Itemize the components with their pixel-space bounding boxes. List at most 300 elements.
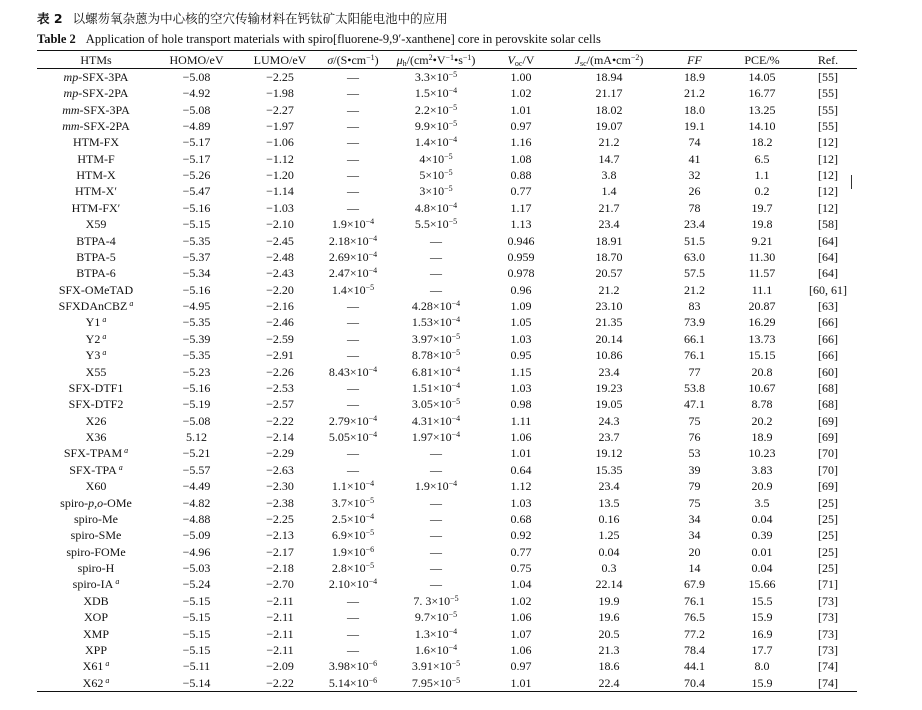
- cell-lumo: −2.16: [266, 299, 294, 314]
- cell-htm-name: HTM-X′: [75, 184, 117, 199]
- cell-conductivity: $1.1\times 10^{-4}$: [331, 479, 375, 494]
- cell-conductivity: —: [347, 151, 359, 166]
- cell-ff: 63.0: [684, 249, 705, 264]
- cell-conductivity: —: [347, 331, 359, 346]
- cell-pce: 0.04: [751, 511, 773, 526]
- cell-lumo: −2.63: [266, 462, 294, 477]
- cell-homo: −5.35: [182, 315, 211, 330]
- cell-ff: 19.1: [684, 118, 705, 133]
- cell-voc: 0.77: [510, 544, 532, 559]
- table-caption-english: [37, 31, 601, 47]
- cell-conductivity: —: [347, 86, 359, 101]
- table-row: [37, 494, 857, 510]
- cell-voc: 1.06: [510, 642, 532, 657]
- cell-jsc: 21.2: [598, 135, 620, 150]
- cell-hole-mobility: $4.31\times 10^{-4}$: [411, 413, 461, 428]
- table-row: [37, 396, 857, 412]
- cell-homo: −5.39: [182, 331, 211, 346]
- cell-jsc: 23.10: [595, 299, 623, 314]
- cell-pce: 3.5: [754, 495, 770, 510]
- cell-htm-name: SFXDAnCBZ $^a$: [58, 299, 134, 314]
- cell-voc: 1.16: [510, 135, 532, 150]
- table-row: [37, 200, 857, 216]
- cell-hole-mobility: $3.97\times 10^{-5}$: [411, 331, 461, 346]
- cell-voc: 0.68: [510, 511, 532, 526]
- cell-pce: 11.1: [751, 282, 773, 297]
- cell-jsc: 22.14: [595, 577, 623, 592]
- cell-htm-name: Y1 $^a$: [85, 315, 107, 330]
- cell-hole-mobility: —: [430, 282, 442, 297]
- table-row: [37, 331, 857, 347]
- cell-lumo: −2.46: [266, 315, 294, 330]
- cell-lumo: −2.11: [266, 626, 294, 641]
- cell-ff: 70.4: [664, 675, 725, 692]
- cell-lumo: −1.14: [266, 184, 294, 199]
- cell-jsc: 21.7: [598, 200, 620, 215]
- cell-jsc: 20.14: [595, 331, 623, 346]
- cell-hole-mobility: $9.9\times 10^{-5}$: [414, 118, 458, 133]
- cell-ff: 18.0: [684, 102, 705, 117]
- cell-jsc: 14.7: [598, 151, 620, 166]
- cell-pce: 18.2: [751, 135, 773, 150]
- cell-ref: [25]: [818, 511, 838, 526]
- cell-voc: 1.03: [510, 380, 532, 395]
- cell-homo: −5.08: [182, 102, 211, 117]
- cell-hole-mobility: $3.3\times 10^{-5}$: [414, 70, 458, 84]
- cell-hole-mobility: $5.5\times 10^{-5}$: [414, 217, 458, 232]
- cell-pce: 8.0: [754, 659, 770, 674]
- cell-lumo: −1.03: [266, 200, 294, 215]
- cell-pce: 10.67: [748, 380, 776, 395]
- cell-pce: 20.8: [751, 364, 773, 379]
- table-body: [37, 69, 857, 692]
- cell-ff: 32: [688, 168, 701, 183]
- cell-pce: 15.15: [748, 348, 776, 363]
- cell-pce: 18.9: [751, 430, 773, 445]
- cell-homo: −4.82: [182, 495, 211, 510]
- cell-voc: 1.00: [510, 70, 532, 84]
- cell-conductivity: $8.43\times 10^{-4}$: [328, 364, 378, 379]
- cell-pce: 15.5: [751, 593, 773, 608]
- cell-hole-mobility: $1.3\times 10^{-4}$: [414, 626, 458, 641]
- cell-lumo: −2.27: [266, 102, 294, 117]
- cell-homo: −5.16: [182, 200, 211, 215]
- cell-jsc: 23.4: [598, 217, 620, 232]
- cell-pce: 8.78: [751, 397, 773, 412]
- cell-conductivity: —: [347, 315, 359, 330]
- cell-htm-name: SFX-TPAM $^a$: [63, 446, 129, 461]
- table-row: [37, 314, 857, 330]
- header-lumo: LUMO/eV: [238, 51, 322, 69]
- cell-hole-mobility: $1.4\times 10^{-4}$: [414, 135, 458, 150]
- cell-lumo: −2.45: [266, 233, 294, 248]
- cell-ff: 26: [688, 184, 701, 199]
- footnote-mark: a: [103, 675, 110, 685]
- cell-ff: 51.5: [684, 233, 705, 248]
- cell-conductivity: —: [347, 446, 359, 461]
- cell-homo: −4.96: [182, 544, 211, 559]
- header-conductivity: $\sigma/(S•cm^{-1})$: [322, 51, 384, 69]
- cell-htm-name: spiro-SMe: [70, 528, 122, 543]
- cell-lumo: −2.14: [266, 430, 294, 445]
- cell-voc: 1.13: [510, 217, 532, 232]
- header-voc: $V_{oc}/V$: [488, 51, 554, 69]
- table-row: [37, 642, 857, 658]
- cell-htm-name: XDB: [83, 593, 109, 608]
- cell-homo: −4.49: [182, 479, 211, 494]
- cell-ff: 23.4: [684, 217, 705, 232]
- cell-htm-name: HTM-F: [77, 151, 115, 166]
- cell-conductivity: —: [347, 380, 359, 395]
- cell-ref: [55]: [818, 118, 838, 133]
- cell-ref: [12]: [818, 200, 838, 215]
- cell-voc: 0.92: [510, 528, 532, 543]
- cell-htm-name: spiro-FOMe: [66, 544, 126, 559]
- table-row: [37, 429, 857, 445]
- cell-homo: −5.26: [182, 168, 211, 183]
- table-row: [37, 625, 857, 641]
- cell-ff: 34: [688, 528, 701, 543]
- cell-conductivity: —: [347, 397, 359, 412]
- cell-ff: 75: [688, 495, 701, 510]
- table-row: [37, 576, 857, 592]
- cell-pce: 15.66: [748, 577, 776, 592]
- footnote-mark: a: [116, 462, 123, 472]
- cell-hole-mobility: —: [430, 462, 442, 477]
- cell-htm-name: mp-SFX-2PA: [63, 86, 129, 101]
- cell-ff: 21.2: [684, 86, 705, 101]
- cell-ff: 76: [688, 430, 701, 445]
- cell-jsc: 23.7: [598, 430, 620, 445]
- cell-ref: [73]: [818, 642, 838, 657]
- cell-hole-mobility: —: [430, 495, 442, 510]
- cell-hole-mobility: $4.28\times 10^{-4}$: [411, 299, 461, 314]
- cell-pce: 17.7: [751, 642, 773, 657]
- cell-pce: 11.30: [748, 249, 776, 264]
- footnote-mark: a: [122, 446, 129, 456]
- cell-lumo: −2.30: [266, 479, 294, 494]
- table-row: [37, 216, 857, 232]
- cell-homo: −5.57: [182, 462, 211, 477]
- cell-conductivity: $1.9\times 10^{-6}$: [331, 544, 375, 559]
- cell-htm-name: X62 $^a$: [37, 675, 155, 692]
- cell-conductivity: —: [347, 299, 359, 314]
- cell-htm-name: SFX-TPA $^a$: [69, 462, 123, 477]
- cell-jsc: 23.4: [598, 364, 620, 379]
- cell-voc: 1.15: [510, 364, 532, 379]
- cell-pce: 19.8: [751, 217, 773, 232]
- cell-jsc: 18.94: [595, 70, 623, 84]
- cell-htm-name: spiro-Me: [74, 511, 118, 526]
- cell-voc: 1.04: [510, 577, 532, 592]
- header-ref: Ref.: [799, 51, 857, 69]
- cell-homo: 5.12: [186, 430, 207, 445]
- cell-jsc: 21.17: [595, 86, 623, 101]
- cell-jsc: 18.91: [595, 233, 623, 248]
- cell-homo: −5.34: [182, 266, 211, 281]
- cell-homo: −5.08: [182, 413, 211, 428]
- cell-lumo: −1.98: [266, 86, 294, 101]
- cell-jsc: 0.16: [598, 511, 620, 526]
- table-title-chinese: 以螺芴氧杂蒽为中心核的空穴传输材料在钙钛矿太阳能电池中的应用: [72, 11, 448, 26]
- cell-hole-mobility: —: [430, 446, 442, 461]
- cell-hole-mobility: $9.7\times 10^{-5}$: [414, 610, 458, 625]
- cell-hole-mobility: $2.2\times 10^{-5}$: [414, 102, 458, 117]
- cell-lumo: −2.57: [266, 397, 294, 412]
- cell-htm-name: SFX-OMeTAD: [58, 282, 134, 297]
- cell-pce: 19.7: [751, 200, 773, 215]
- cell-voc: 1.03: [510, 331, 532, 346]
- cell-lumo: −2.43: [266, 266, 294, 281]
- footnote-mark: a: [103, 659, 110, 669]
- cell-conductivity: $2.18\times 10^{-4}$: [328, 233, 378, 248]
- cell-pce: 20.87: [748, 299, 776, 314]
- cell-hole-mobility: $4\times 10^{-5}$: [419, 151, 453, 166]
- cell-lumo: −2.09: [266, 659, 294, 674]
- cell-ff: 77.2: [684, 626, 705, 641]
- cell-hole-mobility: $1.51\times 10^{-4}$: [411, 380, 461, 395]
- cell-htm-name: spiro-H: [77, 561, 115, 576]
- cell-jsc: 18.70: [595, 249, 623, 264]
- cell-ref: [69]: [818, 479, 838, 494]
- cell-homo: −5.15: [182, 217, 211, 232]
- cell-hole-mobility: $1.97\times 10^{-4}$: [411, 430, 461, 445]
- cell-ff: 53: [688, 446, 701, 461]
- cell-voc: 0.95: [510, 348, 532, 363]
- cell-homo: −4.88: [182, 511, 211, 526]
- cell-hole-mobility: —: [430, 249, 442, 264]
- cell-conductivity: $3.7\times 10^{-5}$: [331, 495, 375, 510]
- cell-ff: 67.9: [684, 577, 705, 592]
- cell-ref: [68]: [818, 397, 838, 412]
- cell-ref: [69]: [818, 413, 838, 428]
- cell-voc: 1.03: [510, 495, 532, 510]
- cell-htm-name: SFX-DTF1: [68, 380, 124, 395]
- htm-performance-table: [37, 50, 857, 692]
- cell-htm-name: X59: [85, 217, 107, 232]
- cell-jsc: 18.6: [598, 659, 620, 674]
- cell-ref: [66]: [818, 315, 838, 330]
- cell-homo: −5.17: [182, 151, 211, 166]
- cell-ref: [25]: [818, 544, 838, 559]
- cell-ref: [12]: [818, 168, 838, 183]
- cell-voc: 1.17: [510, 200, 532, 215]
- cell-conductivity: —: [347, 348, 359, 363]
- table-row: [37, 69, 857, 86]
- cell-lumo: −2.70: [266, 577, 294, 592]
- cell-htm-name: X61 $^a$: [82, 659, 110, 674]
- table-row: [37, 134, 857, 150]
- cell-hole-mobility: —: [430, 577, 442, 592]
- table-row: [37, 511, 857, 527]
- cell-htm-name: HTM-FX: [72, 135, 119, 150]
- cell-ref: [74]: [799, 675, 857, 692]
- cell-conductivity: $2.69\times 10^{-4}$: [328, 249, 378, 264]
- cell-htm-name: HTM-X: [76, 168, 116, 183]
- cell-pce: 1.1: [754, 168, 770, 183]
- cell-conductivity: —: [347, 184, 359, 199]
- cell-homo: −5.15: [182, 593, 211, 608]
- cell-htm-name: SFX-DTF2: [68, 397, 124, 412]
- cell-lumo: −1.12: [266, 151, 294, 166]
- header-row: [37, 51, 857, 69]
- cell-ff: 76.5: [684, 610, 705, 625]
- cell-pce: 15.9: [725, 675, 799, 692]
- table-row: [37, 183, 857, 199]
- cell-jsc: 20.57: [595, 266, 623, 281]
- table-row: [37, 675, 857, 692]
- cell-homo: −5.15: [182, 626, 211, 641]
- cell-homo: −5.14: [155, 675, 238, 692]
- cell-conductivity: —: [347, 118, 359, 133]
- cell-hole-mobility: —: [430, 561, 442, 576]
- cell-homo: −5.11: [182, 659, 211, 674]
- cell-ref: [12]: [818, 135, 838, 150]
- cell-conductivity: $5.14\times 10^{-6}$: [322, 675, 384, 692]
- cell-ref: [66]: [818, 348, 838, 363]
- cell-lumo: −2.20: [266, 282, 294, 297]
- cell-ff: 83: [688, 299, 701, 314]
- cell-jsc: 22.4: [554, 675, 664, 692]
- cell-htm-name: mm-SFX-2PA: [62, 118, 130, 133]
- cell-voc: 1.06: [510, 430, 532, 445]
- cell-voc: 0.98: [510, 397, 532, 412]
- cell-ff: 53.8: [684, 380, 705, 395]
- cell-ref: [73]: [818, 626, 838, 641]
- cell-voc: 0.75: [510, 561, 532, 576]
- cell-voc: 1.12: [510, 479, 532, 494]
- cell-ff: 73.9: [684, 315, 705, 330]
- cell-pce: 0.39: [751, 528, 773, 543]
- cell-htm-name: XMP: [82, 626, 109, 641]
- table-row: [37, 658, 857, 674]
- cell-ref: [70]: [818, 462, 838, 477]
- cell-ff: 21.2: [684, 282, 705, 297]
- cell-ref: [60]: [818, 364, 838, 379]
- cell-voc: 0.97: [510, 118, 532, 133]
- cell-ref: [58]: [818, 217, 838, 232]
- cell-ref: [25]: [818, 495, 838, 510]
- table-row: [37, 380, 857, 396]
- table-label-english: Table 2: [37, 32, 76, 46]
- cell-ff: 76.1: [684, 348, 705, 363]
- cell-pce: 20.2: [751, 413, 773, 428]
- cell-ref: [73]: [818, 610, 838, 625]
- cell-lumo: −1.06: [266, 135, 294, 150]
- cell-ref: [70]: [818, 446, 838, 461]
- cell-pce: 0.01: [751, 544, 773, 559]
- cell-hole-mobility: —: [430, 233, 442, 248]
- cell-homo: −5.37: [182, 249, 211, 264]
- cell-htm-name: X26: [85, 413, 107, 428]
- cell-voc: 1.05: [510, 315, 532, 330]
- cell-ff: 34: [688, 511, 701, 526]
- cell-lumo: −2.26: [266, 364, 294, 379]
- cell-conductivity: $2.10\times 10^{-4}$: [328, 577, 378, 592]
- cell-hole-mobility: —: [430, 266, 442, 281]
- cell-jsc: 19.23: [595, 380, 623, 395]
- cell-homo: −5.16: [182, 282, 211, 297]
- cell-homo: −5.23: [182, 364, 211, 379]
- table-row: [37, 363, 857, 379]
- cell-conductivity: $2.8\times 10^{-5}$: [331, 561, 375, 576]
- cell-ref: [73]: [818, 593, 838, 608]
- cell-hole-mobility: $1.9\times 10^{-4}$: [414, 479, 458, 494]
- cell-homo: −5.15: [182, 642, 211, 657]
- cell-hole-mobility: $1.5\times 10^{-4}$: [414, 86, 458, 101]
- cell-conductivity: —: [347, 462, 359, 477]
- cell-conductivity: —: [347, 610, 359, 625]
- cell-jsc: 20.5: [598, 626, 620, 641]
- cell-homo: −5.47: [182, 184, 211, 199]
- cell-jsc: 19.07: [595, 118, 623, 133]
- cell-ff: 41: [688, 151, 701, 166]
- cell-pce: 13.73: [748, 331, 776, 346]
- cell-htm-name: spiro-IA $^a$: [72, 577, 120, 592]
- cell-jsc: 19.12: [595, 446, 623, 461]
- cell-voc: 0.959: [507, 249, 535, 264]
- cell-lumo: −2.59: [266, 331, 294, 346]
- cell-homo: −5.03: [182, 561, 211, 576]
- cell-voc: 0.97: [510, 659, 532, 674]
- cell-ref: [64]: [818, 266, 838, 281]
- cell-ref: [64]: [818, 233, 838, 248]
- cell-conductivity: $2.5\times 10^{-4}$: [331, 511, 375, 526]
- cell-ref: [68]: [818, 380, 838, 395]
- cell-ff: 44.1: [684, 659, 705, 674]
- cell-ref: [25]: [818, 561, 838, 576]
- cell-conductivity: $5.05\times 10^{-4}$: [328, 430, 378, 445]
- cell-pce: 16.9: [751, 626, 773, 641]
- cell-ff: 14: [688, 561, 701, 576]
- cell-htm-name: BTPA-6: [76, 266, 116, 281]
- cell-htm-name: Y3 $^a$: [85, 348, 107, 363]
- cell-voc: 1.01: [510, 102, 532, 117]
- cell-ref: [63]: [818, 299, 838, 314]
- cell-htm-name: XOP: [83, 610, 108, 625]
- cell-conductivity: $2.79\times 10^{-4}$: [328, 413, 378, 428]
- cell-jsc: 18.02: [595, 102, 623, 117]
- table-row: [37, 298, 857, 314]
- table-row: [37, 527, 857, 543]
- cell-jsc: 21.3: [598, 642, 620, 657]
- margin-mark: [851, 175, 852, 189]
- cell-lumo: −2.91: [266, 348, 294, 363]
- cell-voc: 1.02: [510, 86, 532, 101]
- cell-pce: 20.9: [751, 479, 773, 494]
- cell-pce: 9.21: [751, 233, 773, 248]
- table-row: [37, 462, 857, 478]
- cell-jsc: 19.05: [595, 397, 623, 412]
- cell-hole-mobility: 7. $3\times 10^{-5}$: [413, 593, 459, 608]
- cell-htm-name: mm-SFX-3PA: [62, 102, 130, 117]
- table-row: [37, 118, 857, 134]
- cell-ff: 78: [688, 200, 701, 215]
- header-homo: HOMO/eV: [155, 51, 238, 69]
- cell-ff: 74: [688, 135, 701, 150]
- cell-pce: 6.5: [754, 151, 770, 166]
- cell-pce: 0.04: [751, 561, 773, 576]
- cell-lumo: −2.11: [266, 642, 294, 657]
- table-row: [37, 232, 857, 248]
- cell-htm-name: spiro-p,o-OMe: [60, 495, 132, 510]
- table-row: [37, 478, 857, 494]
- footnote-mark: a: [127, 299, 134, 309]
- cell-ref: [55]: [818, 86, 838, 101]
- cell-homo: −5.19: [182, 397, 211, 412]
- cell-lumo: −2.29: [266, 446, 294, 461]
- cell-jsc: 10.86: [595, 348, 623, 363]
